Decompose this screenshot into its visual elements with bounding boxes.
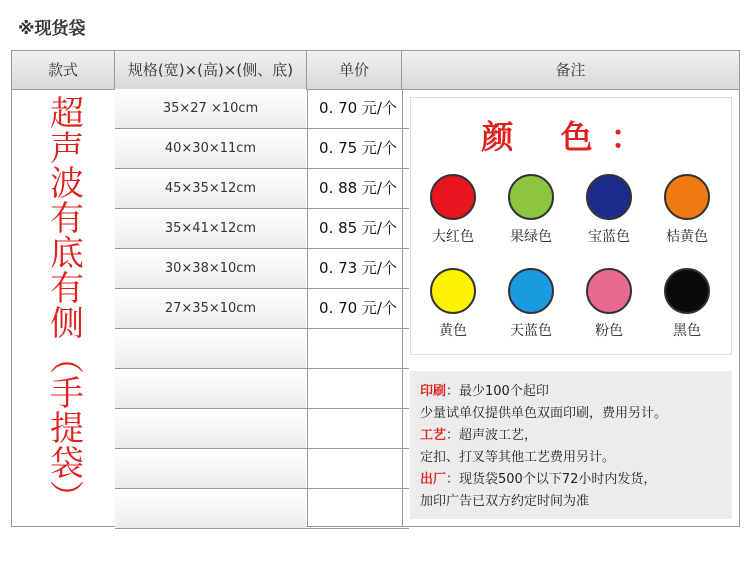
color-swatch	[571, 174, 647, 246]
price-cell: 0. 75 元/个	[319, 139, 397, 157]
print-key: 印刷	[420, 384, 447, 399]
table-row	[115, 89, 409, 129]
size-cell: 40×30×11cm	[115, 129, 306, 168]
page-heading: ※现货袋	[18, 19, 86, 39]
price-cell	[307, 369, 409, 408]
ship-extra-line: 加印广告已双方约定时间为准	[420, 494, 590, 509]
table-row	[115, 329, 409, 369]
size-cell	[115, 449, 306, 488]
ship-line	[420, 469, 722, 491]
color-dot	[664, 268, 710, 314]
color-swatch	[493, 174, 569, 246]
ship-key: 出厂	[420, 472, 447, 487]
color-label: 果绿色	[510, 229, 552, 245]
size-cell	[115, 329, 306, 368]
color-label: 黑色	[673, 323, 701, 339]
price-cell: 0. 70 元/个	[319, 299, 397, 317]
print-value: ：最少100个起印	[446, 384, 549, 399]
price-cell	[307, 489, 409, 528]
color-dot	[430, 268, 476, 314]
size-cell: 27×35×10cm	[115, 289, 306, 328]
color-label: 粉色	[595, 323, 623, 339]
color-dot	[508, 268, 554, 314]
colors-title: 颜 色：	[481, 118, 661, 156]
price-table	[11, 50, 740, 527]
print-line	[420, 381, 722, 403]
color-swatch	[649, 174, 725, 246]
size-cell: 35×41×12cm	[115, 209, 306, 248]
color-swatch	[571, 268, 647, 340]
table-row	[115, 489, 409, 529]
price-cell	[307, 409, 409, 448]
craft-line	[420, 425, 722, 447]
color-swatch	[493, 268, 569, 340]
color-swatch	[415, 174, 491, 246]
color-dot	[508, 174, 554, 220]
table-row	[115, 249, 409, 289]
craft-value: ：超声波工艺，	[446, 428, 538, 443]
color-dot	[586, 174, 632, 220]
header-size: 规格(宽)×(高)×(侧、底)	[115, 51, 307, 89]
color-options-panel	[410, 97, 732, 355]
price-cell: 0. 85 元/个	[319, 219, 397, 237]
color-label: 天蓝色	[510, 323, 552, 339]
size-cell: 30×38×10cm	[115, 249, 306, 288]
color-label: 黄色	[439, 323, 467, 339]
price-cell	[307, 449, 409, 488]
color-swatch	[415, 268, 491, 340]
size-cell	[115, 489, 306, 528]
printing-info-panel	[410, 371, 732, 519]
color-label: 大红色	[432, 229, 474, 245]
color-dot	[586, 268, 632, 314]
header-notes: 备注	[555, 61, 586, 79]
price-cell: 0. 73 元/个	[319, 259, 397, 277]
ship-value: ：现货袋500个以下72小时内发货，	[446, 472, 657, 487]
color-label: 宝蓝色	[588, 229, 630, 245]
craft-key: 工艺	[420, 428, 447, 443]
table-row	[115, 449, 409, 489]
table-row	[115, 369, 409, 409]
price-cell: 0. 88 元/个	[319, 179, 397, 197]
print-extra-line: 少量试单仅提供单色双面印刷，费用另计。	[420, 406, 668, 421]
table-row	[115, 169, 409, 209]
color-swatch	[649, 268, 725, 340]
header-price: 单价	[307, 51, 402, 89]
price-cell	[307, 329, 409, 368]
color-label: 桔黄色	[666, 229, 708, 245]
size-cell	[115, 409, 306, 448]
bag-style-label: 超声波有底有侧（手提袋）	[43, 95, 84, 515]
table-row	[115, 209, 409, 249]
table-row	[115, 129, 409, 169]
notes-column	[402, 89, 739, 526]
table-row	[115, 409, 409, 449]
price-cell: 0. 70 元/个	[319, 99, 397, 117]
style-column	[12, 89, 115, 526]
size-cell: 35×27 ×10cm	[115, 89, 306, 128]
craft-extra-line: 定扣、打叉等其他工艺费用另计。	[420, 450, 616, 465]
table-header	[12, 51, 739, 90]
color-dot	[664, 174, 710, 220]
color-dot	[430, 174, 476, 220]
header-style: 款式	[12, 51, 115, 89]
size-cell: 45×35×12cm	[115, 169, 306, 208]
size-cell	[115, 369, 306, 408]
table-row	[115, 289, 409, 329]
